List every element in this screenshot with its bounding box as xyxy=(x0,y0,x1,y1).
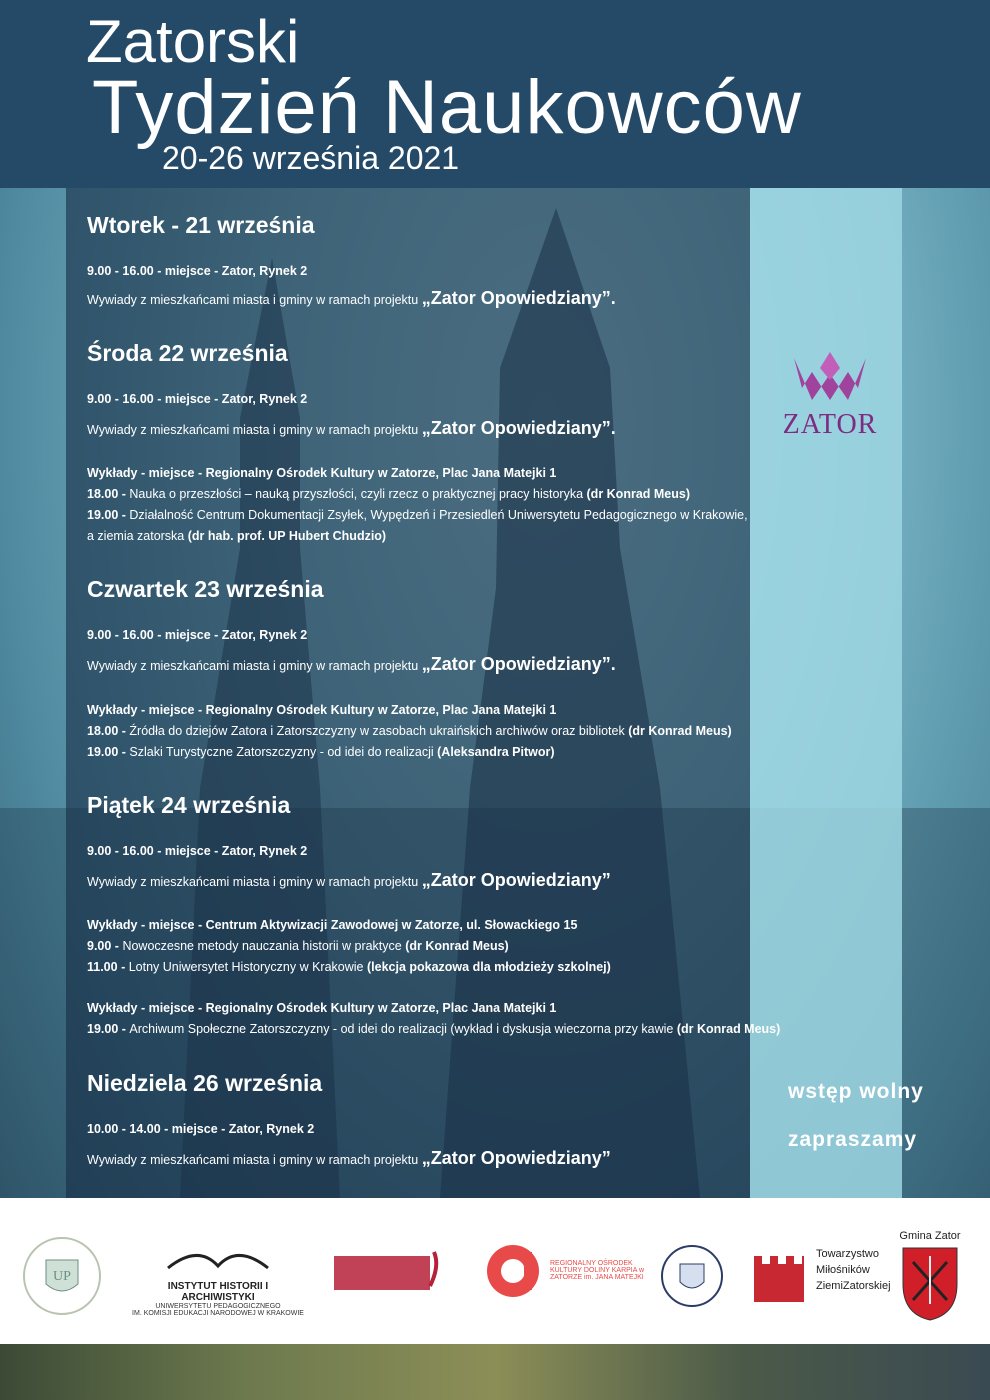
society-line-3: ZiemiZatorskiej xyxy=(816,1280,891,1292)
program-line: Wywiady z mieszkańcami miasta i gminy w ramach projektu „Zator Opowiedziany”. xyxy=(87,418,616,438)
rok-logo xyxy=(484,1242,654,1300)
free-entry-text: wstęp wolny xyxy=(788,1080,924,1103)
zator-logo xyxy=(780,348,880,441)
gmina-logo xyxy=(892,1230,968,1325)
svg-text:UP: UP xyxy=(53,1269,71,1284)
day-heading: Czwartek 23 września xyxy=(87,576,324,602)
invite-text: zapraszamy xyxy=(788,1128,918,1151)
program-line: 19.00 - Działalność Centrum Dokumentacji Zsyłek, Wypędzeń i Przesiedleń Uniwersytetu Pedagogicznego w Krakowie, xyxy=(87,508,748,522)
institute-line-1: INSTYTUT HISTORII I ARCHIWISTYKI xyxy=(167,1281,269,1303)
day-heading: Wtorek - 21 września xyxy=(87,212,315,238)
program-line: 9.00 - 16.00 - miejsce - Zator, Rynek 2 xyxy=(87,844,308,858)
program-line: Wywiady z mieszkańcami miasta i gminy w ramach projektu „Zator Opowiedziany”. xyxy=(87,288,616,308)
program-line: 9.00 - 16.00 - miejsce - Zator, Rynek 2 xyxy=(87,392,308,406)
title-line-1: Zatorski xyxy=(86,8,300,75)
day-heading: Niedziela 26 września xyxy=(87,1070,323,1096)
program-line: 10.00 - 14.00 - miejsce - Zator, Rynek 2 xyxy=(87,1122,315,1136)
rok-icon xyxy=(484,1242,542,1300)
program-line: 18.00 - Nauka o przeszłości – nauką przyszłości, czyli rzecz o praktycznej pracy historyka (dr Konrad Meus) xyxy=(87,487,690,501)
program-line: a ziemia zatorska (dr hab. prof. UP Hubert Chudzio) xyxy=(87,529,387,543)
society-logo xyxy=(750,1246,890,1302)
gmina-label: Gmina Zator xyxy=(899,1230,961,1242)
sponsor-footer xyxy=(0,1198,990,1344)
society-line-1: Towarzystwo xyxy=(816,1248,879,1260)
program-line: Wykłady - miejsce - Regionalny Ośrodek Kultury w Zatorze, Plac Jana Matejki 1 xyxy=(87,1001,557,1015)
castle-icon xyxy=(750,1246,808,1302)
program-line: 19.00 - Szlaki Turystyczne Zatorszczyzny - od idei do realizacji (Aleksandra Pitwor) xyxy=(87,745,555,759)
side-stripe xyxy=(750,188,902,1198)
program-line: 9.00 - 16.00 - miejsce - Zator, Rynek 2 xyxy=(87,264,308,278)
bottom-photo-strip xyxy=(0,1344,990,1400)
event-dates: 20-26 września 2021 xyxy=(162,140,460,176)
program-line: 9.00 - 16.00 - miejsce - Zator, Rynek 2 xyxy=(87,628,308,642)
program-line: Wywiady z mieszkańcami miasta i gminy w ramach projektu „Zator Opowiedziany” xyxy=(87,870,611,890)
day-heading: Środa 22 września xyxy=(87,340,288,366)
title-line-2: Tydzień Naukowców xyxy=(92,65,802,150)
program-line: Wykłady - miejsce - Regionalny Ośrodek Kultury w Zatorze, Plac Jana Matejki 1 xyxy=(87,466,557,480)
zator-logo-text: ZATOR xyxy=(782,409,878,440)
program-line: 11.00 - Lotny Uniwersytet Historyczny w Krakowie (lekcja pokazowa dla młodzieży szkolnej) xyxy=(87,960,611,974)
program-line: Wywiady z mieszkańcami miasta i gminy w ramach projektu „Zator Opowiedziany”. xyxy=(87,654,616,674)
crown-icon xyxy=(790,348,870,404)
society-line-2: Miłośników xyxy=(816,1264,870,1276)
rok-text: REGIONALNY OŚRODEK KULTURY DOLINY KARPIA w ZATORZE im. JANA MATEJKI xyxy=(550,1260,645,1281)
day-heading: Piątek 24 września xyxy=(87,792,291,818)
student-circle-seal-icon xyxy=(660,1244,724,1308)
university-seal-icon xyxy=(22,1236,102,1316)
open-book-icon xyxy=(158,1238,278,1278)
program-line: 19.00 - Archiwum Społeczne Zatorszczyzny - od idei do realizacji (wykład i dyskusja wieczorna przy kawie (dr Konrad Meus) xyxy=(87,1022,781,1036)
program-line: Wykłady - miejsce - Centrum Aktywizacji Zawodowej w Zatorze, ul. Słowackiego 15 xyxy=(87,918,578,932)
program-line: Wykłady - miejsce - Regionalny Ośrodek Kultury w Zatorze, Plac Jana Matejki 1 xyxy=(87,703,557,717)
program-line: Wywiady z mieszkańcami miasta i gminy w ramach projektu „Zator Opowiedziany” xyxy=(87,1148,611,1168)
institute-logo xyxy=(130,1238,306,1317)
institute-line-2: UNIWERSYTETU PEDAGOGICZNEGO xyxy=(155,1303,281,1310)
coat-of-arms-icon xyxy=(899,1244,961,1322)
institute-line-3: IM. KOMISJI EDUKACJI NARODOWEJ W KRAKOWIE xyxy=(132,1310,304,1317)
program-line: 18.00 - Źródła do dziejów Zatora i Zatorszczyzny w zasobach ukraińskich archiwów oraz bibliotek (dr Konrad Meus) xyxy=(87,724,732,738)
documentation-center-logo xyxy=(330,1246,442,1298)
program-line: 9.00 - Nowoczesne metody nauczania historii w praktyce (dr Konrad Meus) xyxy=(87,939,509,953)
header-banner xyxy=(0,0,990,188)
